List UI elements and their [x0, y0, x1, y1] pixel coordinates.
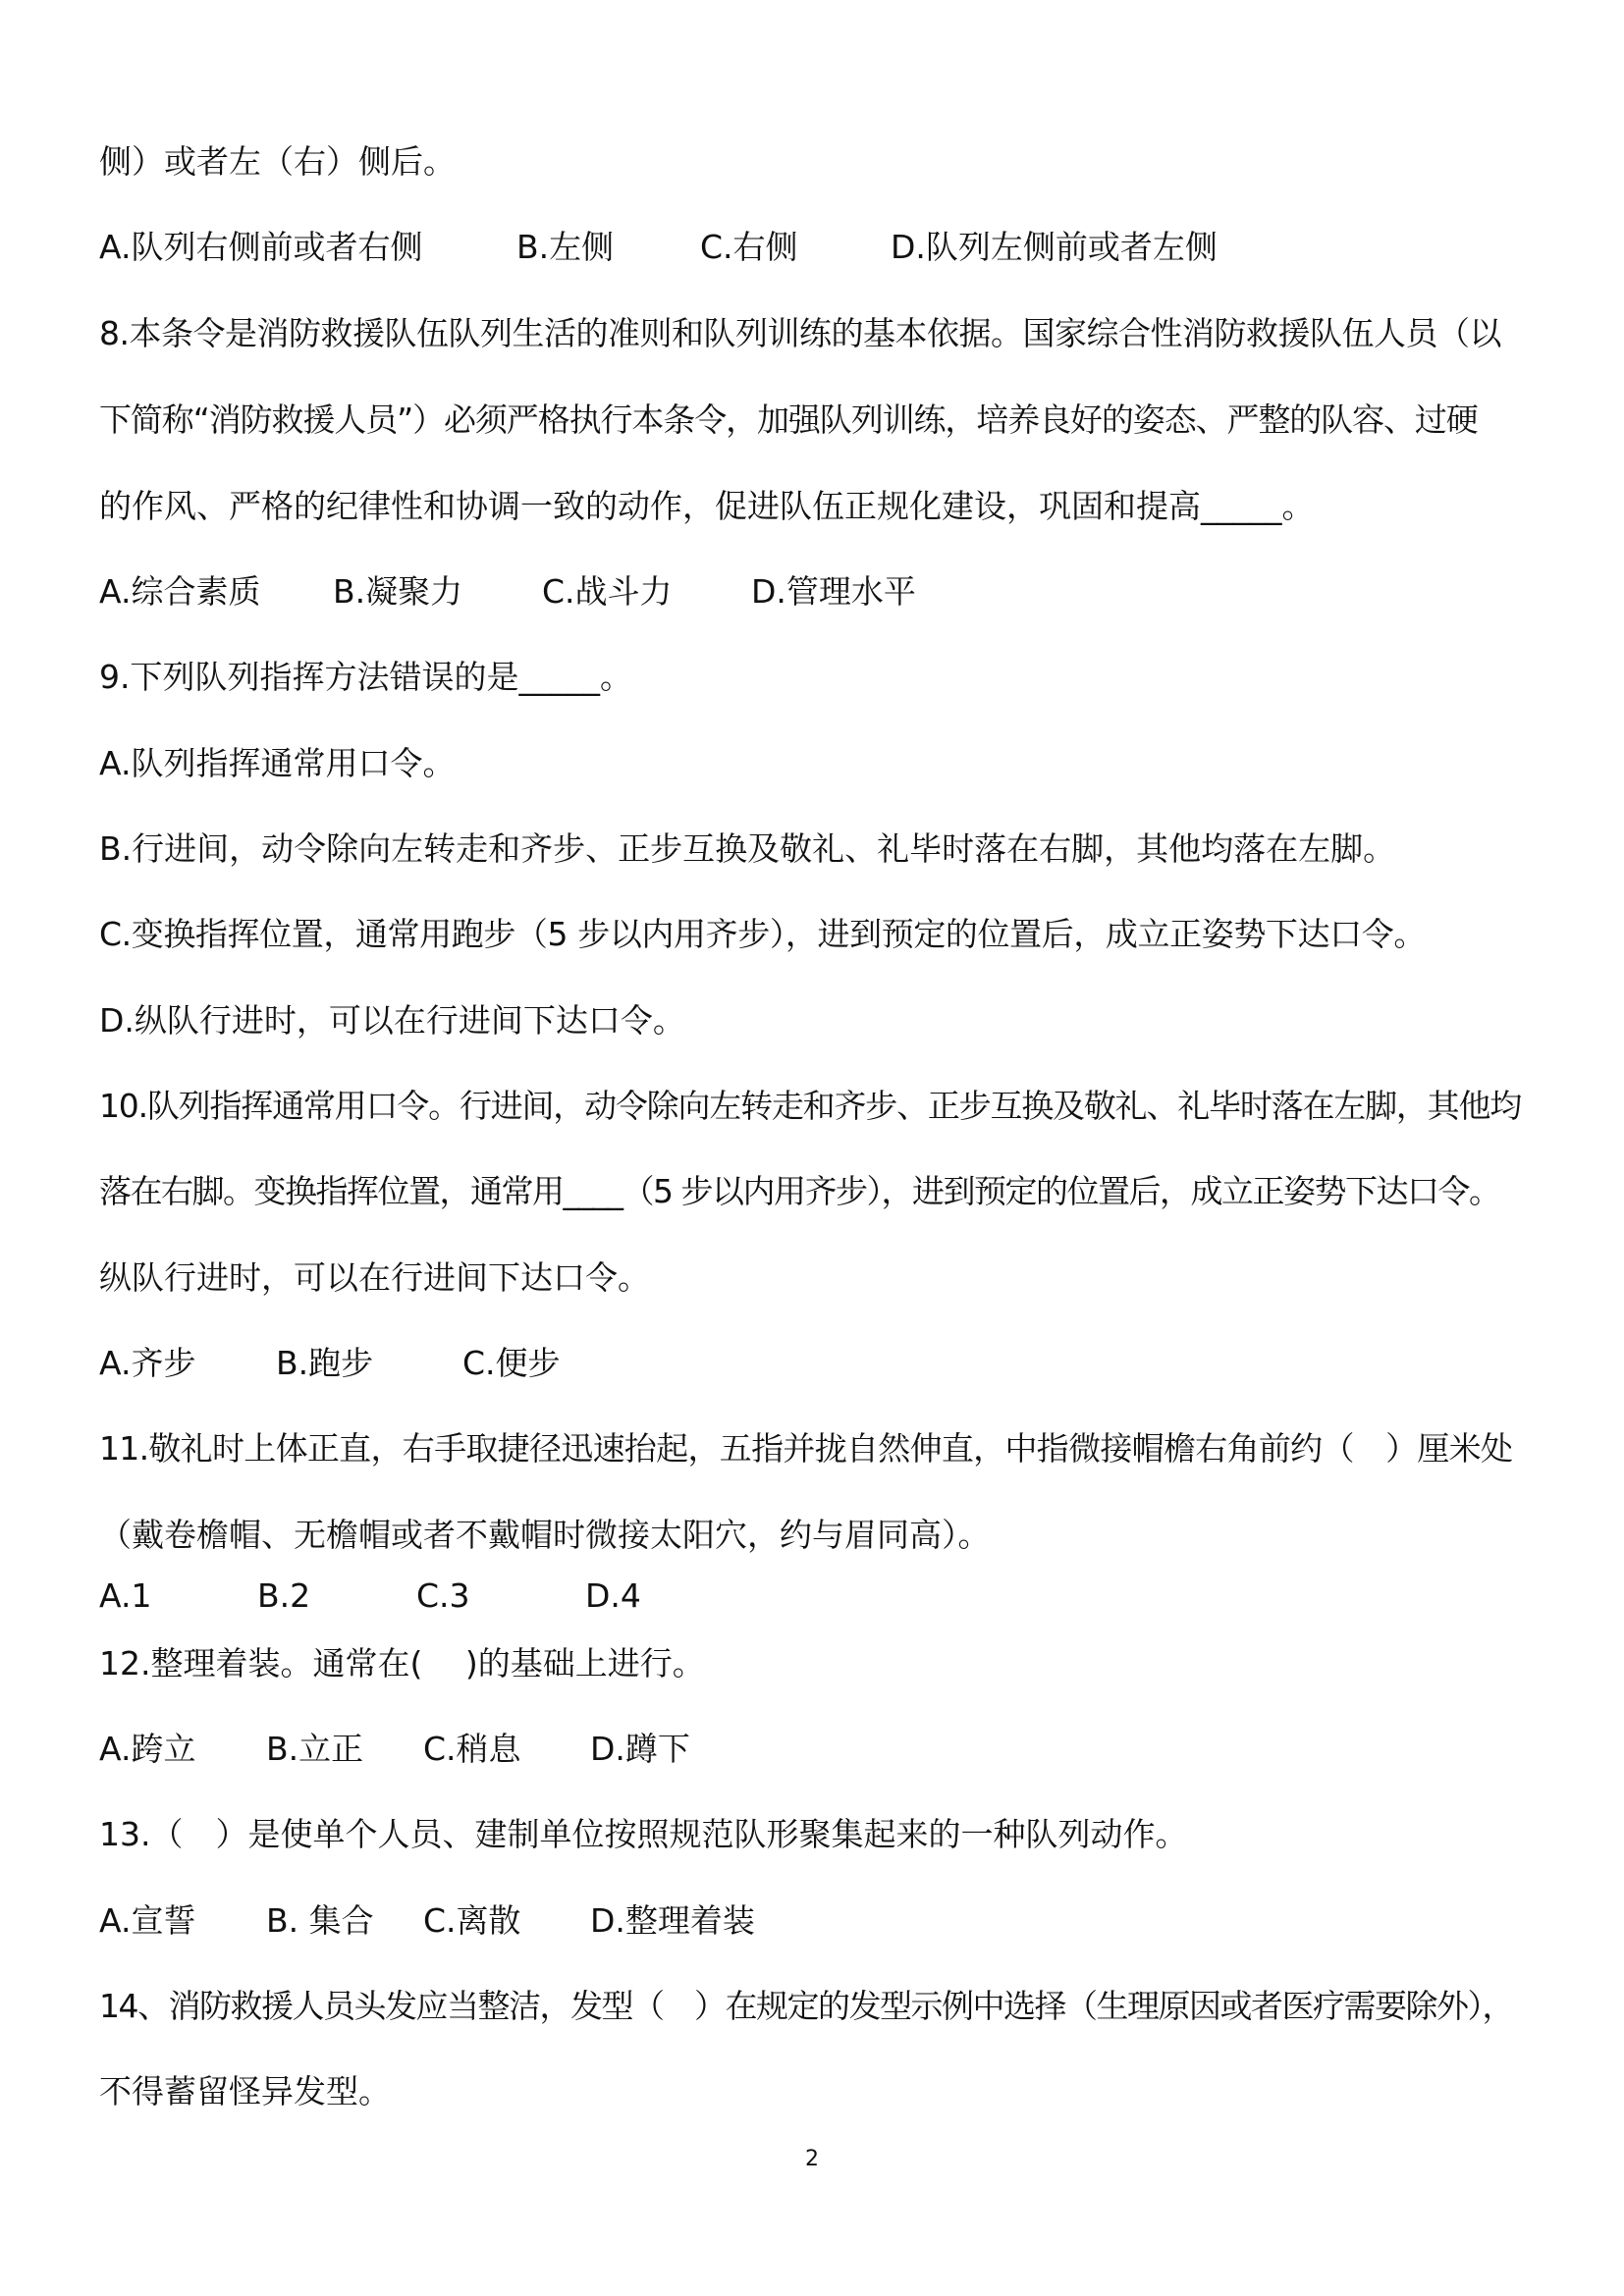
option-d: D.队列左侧前或者左侧 — [891, 228, 1218, 266]
q8-options — [99, 572, 983, 612]
option-c: C.3 — [416, 1576, 470, 1615]
question-9-stem: 9.下列队列指挥方法错误的是_____。 — [99, 658, 632, 696]
option-a: A.综合素质 — [99, 572, 261, 611]
option-c: C.稍息 — [423, 1730, 521, 1768]
page-number: 2 — [805, 2147, 819, 2171]
option-d: D.整理着装 — [590, 1901, 755, 1940]
option-a: A.齐步 — [99, 1344, 196, 1382]
question-9-option-c: C.变换指挥位置，通常用跑步（5 步以内用齐步），进到预定的位置后，成立正姿势下达口令。 — [99, 915, 1426, 953]
question-12-stem: 12.整理着装。通常在( )的基础上进行。 — [99, 1644, 705, 1682]
question-9-option-a: A.队列指挥通常用口令。 — [99, 744, 456, 782]
question-8-line-1: 8.本条令是消防救援队伍队列生活的准则和队列训练的基本依据。国家综合性消防救援队伍人员（以 — [99, 314, 1501, 352]
question-10-line-1: 10.队列指挥通常用口令。行进间，动令除向左转走和齐步、正步互换及敬礼、礼毕时落在左脚，其他均 — [99, 1087, 1522, 1125]
option-b: B.立正 — [266, 1730, 364, 1768]
option-c: C.右侧 — [700, 228, 798, 266]
q12-options — [99, 1730, 885, 1769]
question-14-line-1: 14、消防救援人员头发应当整洁，发型（ ）在规定的发型示例中选择（生理原因或者医疗需要除外）， — [99, 1987, 1513, 2025]
question-10-line-3: 纵队行进时，可以在行进间下达口令。 — [99, 1258, 650, 1297]
question-14-line-2: 不得蓄留怪异发型。 — [99, 2072, 391, 2110]
option-d: D.管理水平 — [751, 572, 916, 611]
option-c: C.离散 — [423, 1901, 521, 1940]
option-a: A.队列右侧前或者右侧 — [99, 228, 423, 266]
option-b: B.跑步 — [276, 1344, 374, 1382]
text-line: 侧）或者左（右）侧后。 — [99, 142, 456, 181]
question-9-option-d: D.纵队行进时，可以在行进间下达口令。 — [99, 1001, 685, 1040]
option-d: D.4 — [585, 1576, 641, 1615]
option-b: B.凝聚力 — [333, 572, 463, 611]
q10-options — [99, 1344, 786, 1383]
question-11-line-2: （戴卷檐帽、无檐帽或者不戴帽时微接太阳穴，约与眉同高）。 — [99, 1516, 991, 1554]
question-8-line-2: 下简称“消防救援人员”）必须严格执行本条令，加强队列训练，培养良好的姿态、严整的队容、过硬 — [99, 400, 1478, 439]
q11-options — [99, 1576, 885, 1616]
question-13-stem: 13.（ ）是使单个人员、建制单位按照规范队形聚集起来的一种队列动作。 — [99, 1815, 1188, 1853]
option-a: A.跨立 — [99, 1730, 196, 1768]
option-c: C.便步 — [462, 1344, 561, 1382]
q13-options — [99, 1901, 983, 1941]
option-d: D.蹲下 — [590, 1730, 690, 1768]
option-b: B.左侧 — [516, 228, 615, 266]
option-b: B.2 — [257, 1576, 311, 1615]
question-10-line-2: 落在右脚。变换指挥位置，通常用____（5 步以内用齐步），进到预定的位置后，成立正姿势下达口令。 — [99, 1172, 1500, 1210]
question-9-option-b: B.行进间，动令除向左转走和齐步、正步互换及敬礼、礼毕时落在右脚，其他均落在左脚。 — [99, 829, 1396, 868]
question-11-line-1: 11.敬礼时上体正直，右手取捷径迅速抬起，五指并拢自然伸直，中指微接帽檐右角前约（ ）厘米处 — [99, 1429, 1513, 1468]
option-a: A.1 — [99, 1576, 152, 1615]
option-a: A.宣誓 — [99, 1901, 196, 1940]
option-b: B. 集合 — [266, 1901, 374, 1940]
q7-options — [99, 228, 1277, 267]
question-8-line-3: 的作风、严格的纪律性和协调一致的动作，促进队伍正规化建设，巩固和提高_____。 — [99, 487, 1315, 525]
option-c: C.战斗力 — [542, 572, 673, 611]
